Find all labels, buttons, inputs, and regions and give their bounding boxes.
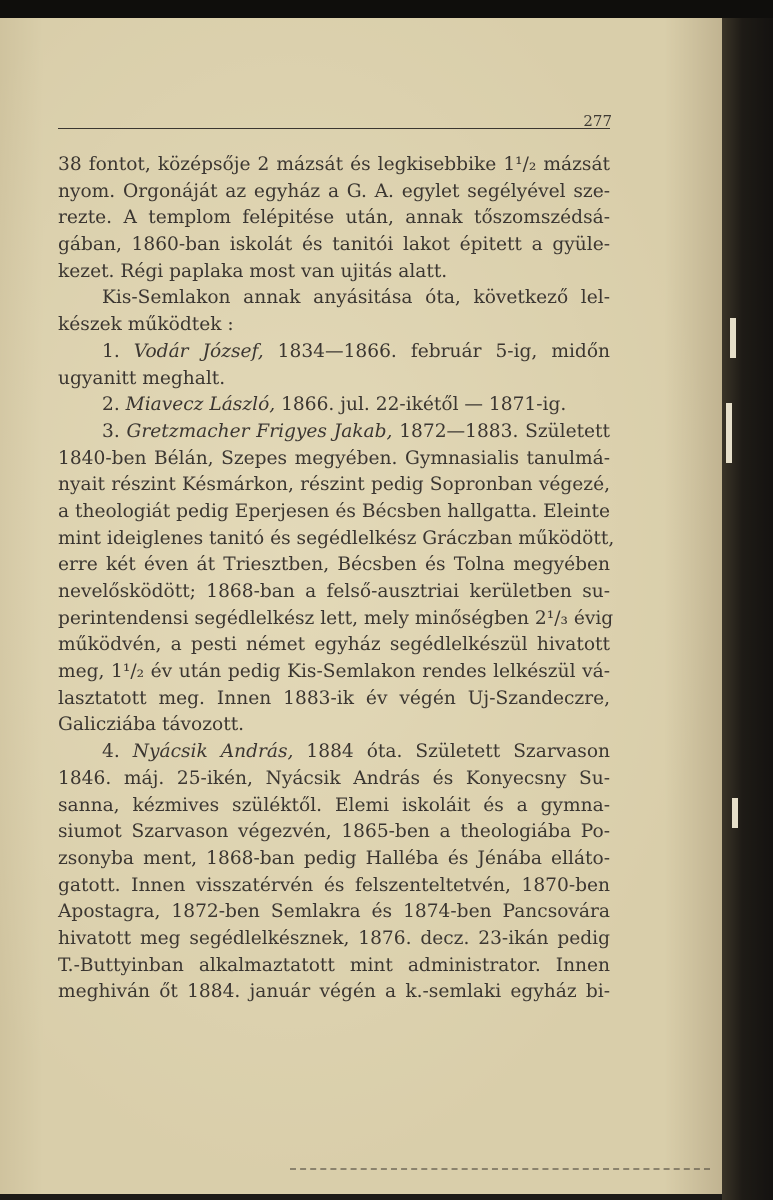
text-line: sanna, kézmives szüléktől. Elemi iskoláit és a gymna- [58, 794, 610, 816]
text-line: siumot Szarvason végezvén, 1865-ben a theologiába Po- [58, 821, 610, 843]
page-edge-mark [726, 403, 732, 463]
text-line: T.-Buttyinban alkalmaztatott mint administrator. Innen [58, 954, 610, 976]
text-line: kezet. Régi paplaka most van ujitás alatt. [58, 260, 448, 282]
page-edge-mark [730, 318, 736, 358]
pastor-name: Nyácsik András, [132, 741, 294, 763]
text-line: meg, 1¹/₂ év után pedig Kis-Semlakon rendes lelkészül vá- [58, 661, 610, 683]
list-number: 3. [102, 420, 127, 442]
text-line: erre két éven át Triesztben, Bécsben és Tolna megyében [58, 554, 610, 576]
pastor-details: 1834—1866. február 5-ig, midőn [263, 340, 610, 362]
text-line: mint ideiglenes tanitó és segédlelkész Gráczban működött, [58, 527, 615, 549]
text-line: nyait részint Késmárkon, részint pedig Sopronban végezé, [58, 474, 610, 496]
text-line: 1846. máj. 25-ikén, Nyácsik András és Konyecsny Su- [58, 767, 610, 789]
text-line: perintendensi segédlelkész lett, mely minőségben 2¹/₃ évig [58, 607, 614, 629]
scan-top-border [0, 0, 773, 18]
page-bottom-texture [290, 1168, 710, 1172]
text-line: ugyanitt meghalt. [58, 367, 226, 389]
text-line: rezte. A templom felépitése után, annak tőszomszédsá- [58, 207, 610, 229]
text-line: Apostagra, 1872-ben Semlakra és 1874-ben Pancsovára [58, 901, 610, 923]
text-line: a theologiát pedig Eperjesen és Bécsben hallgatta. Eleinte [58, 500, 610, 522]
text-line: gatott. Innen visszatérvén és felszenteltetvén, 1870-ben [58, 874, 610, 896]
list-number: 2. [102, 394, 126, 416]
text-line: hivatott meg segédlelkésznek, 1876. decz. 23-ikán pedig [58, 927, 610, 949]
pastor-name: Miavecz László, [125, 394, 276, 416]
page-edge-mark [732, 798, 738, 828]
text-line [58, 392, 610, 419]
text-line: nyom. Orgonáját az egyház a G. A. egylet segélyével sze- [58, 180, 610, 202]
text-line [58, 419, 610, 446]
text-line: zsonyba ment, 1868-ban pedig Halléba és Jénába elláto- [58, 847, 610, 869]
text-line: lasztatott meg. Innen 1883-ik év végén Uj-Szandeczre, [58, 687, 610, 709]
pastor-details: 1872—1883. Született [392, 420, 611, 442]
text-line [58, 739, 610, 766]
text-line: működvén, a pesti német egyház segédlelkészül hivatott [58, 634, 610, 656]
text-line: 1840-ben Bélán, Szepes megyében. Gymnasialis tanulmá- [58, 447, 610, 469]
text-line: Kis-Semlakon annak anyásitása óta, következő lel- [102, 287, 610, 309]
text-line: 38 fontot, középsője 2 mázsát és legkisebbike 1¹/₂ mázsát [58, 154, 610, 175]
page-number: 277 [583, 112, 612, 130]
book-spine-edge [722, 18, 773, 1200]
pastor-details: 1866. jul. 22-ikétől — 1871-ig. [275, 394, 567, 416]
list-number: 4. [102, 741, 133, 763]
pastor-details: 1884 óta. Született Szarvason [293, 741, 611, 763]
header-rule [58, 128, 610, 129]
pastor-name: Vodár József, [133, 340, 264, 362]
text-line: nevelősködött; 1868-ban a felső-ausztriai kerületben su- [58, 581, 610, 602]
body-text [58, 152, 615, 1006]
pastor-name: Gretzmacher Frigyes Jakab, [126, 420, 393, 442]
text-line: gában, 1860-ban iskolát és tanitói lakot épitett a gyüle- [58, 234, 610, 256]
text-line: Galicziába távozott. [58, 714, 245, 736]
text-line [58, 339, 610, 366]
text-line: készek működtek : [58, 314, 234, 336]
list-number: 1. [102, 340, 134, 362]
text-line: meghiván őt 1884. január végén a k.-semlaki egyház bi- [58, 981, 610, 1003]
